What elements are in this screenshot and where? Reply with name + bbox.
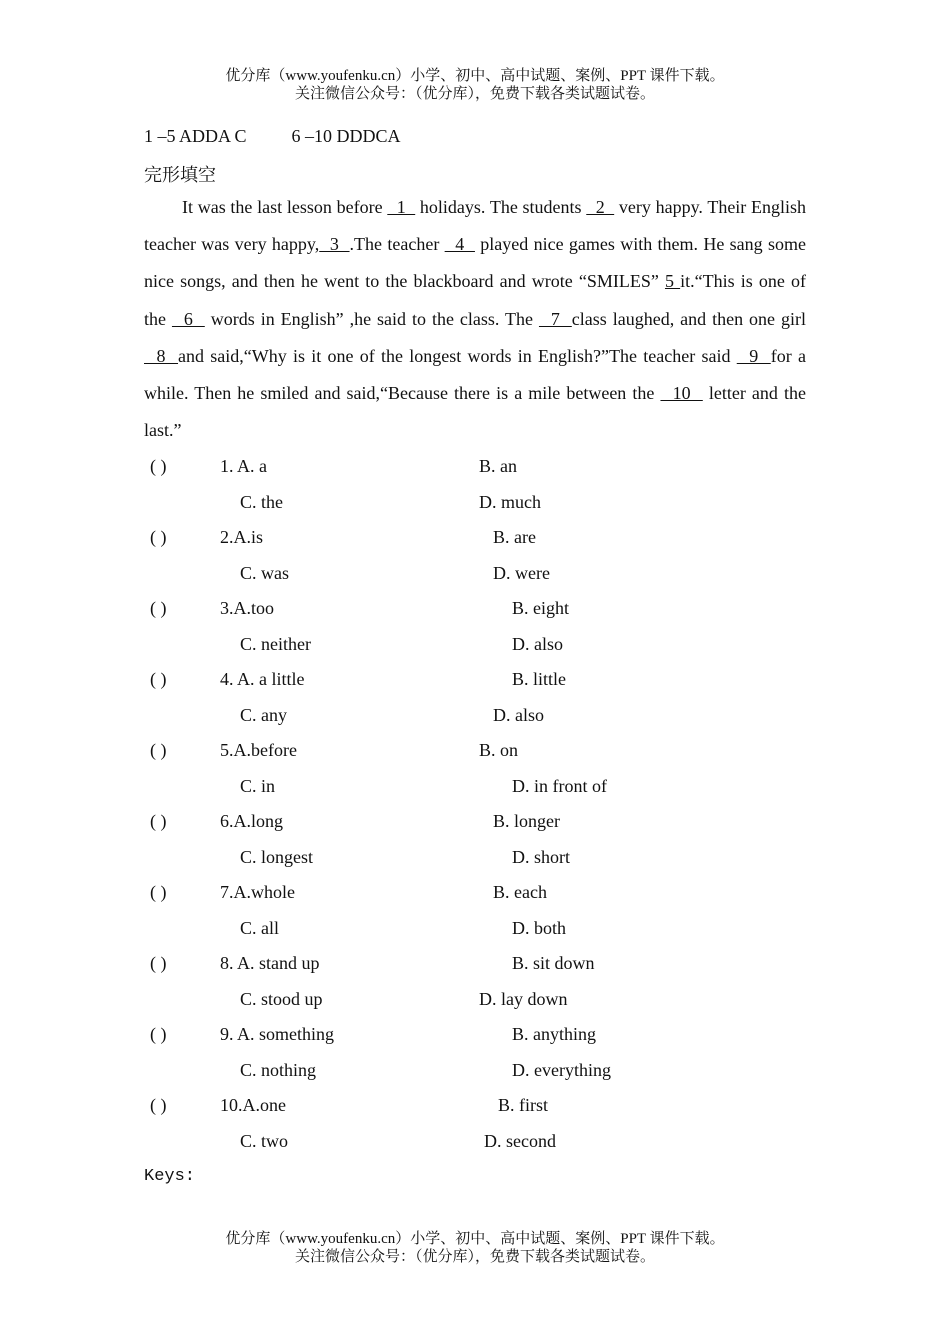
section-title: 完形填空	[144, 165, 216, 185]
option-a: 5.A.before	[220, 740, 297, 760]
answer-paren[interactable]: ( )	[150, 598, 167, 618]
option-d: D. also	[493, 705, 544, 725]
option-b: B. are	[493, 527, 536, 547]
option-b: B. first	[498, 1095, 549, 1115]
answers-6-10: 6 –10 DDDCA	[291, 126, 401, 146]
option-b: B. each	[493, 882, 547, 902]
passage-text: for a while. Then he smiled and said,“Because there is a mile between the	[144, 345, 807, 404]
answer-paren[interactable]: ( )	[150, 1024, 167, 1044]
option-a: 2.A.is	[220, 527, 264, 547]
passage-text: class laughed, and then one girl	[571, 308, 806, 329]
answer-paren[interactable]: ( )	[150, 953, 167, 973]
option-d: D. lay down	[479, 989, 568, 1009]
blank-3: 3	[319, 234, 350, 255]
option-c: C. stood up	[240, 989, 323, 1009]
keys-label: Keys:	[144, 1167, 196, 1186]
option-d: D. were	[493, 563, 550, 583]
blank-1: 1	[387, 197, 416, 217]
answer-line	[144, 126, 401, 147]
option-a: 1. A. a	[220, 456, 267, 476]
option-d: D. in front of	[512, 776, 607, 796]
answer-paren[interactable]: ( )	[150, 456, 167, 476]
blank-10: 10	[660, 383, 703, 404]
header-line-1: 优分库（www.youfenku.cn）小学、初中、高中试题、案例、PPT 课件下载。	[225, 68, 725, 84]
passage-text: and said,“Why is it one of the longest words in English?”The teacher said	[178, 345, 737, 366]
option-c: C. two	[240, 1131, 289, 1151]
blank-4: 4	[444, 234, 475, 255]
blank-9: 9	[736, 345, 771, 366]
option-a: 9. A. something	[220, 1024, 335, 1044]
option-a: 4. A. a little	[220, 669, 305, 689]
option-b: B. an	[479, 456, 517, 476]
option-a: 6.A.long	[220, 811, 283, 831]
answers-1-5: 1 –5 ADDA C	[144, 126, 247, 146]
footer-line-1: 优分库（www.youfenku.cn）小学、初中、高中试题、案例、PPT 课件下载。	[225, 1231, 725, 1247]
option-d: D. short	[512, 847, 570, 867]
option-d: D. also	[512, 634, 563, 654]
option-a: 10.A.one	[220, 1095, 286, 1115]
passage-text: It was the last lesson before	[182, 197, 388, 217]
footer-line-2: 关注微信公众号：（优分库），免费下载各类试题试卷。	[294, 1249, 655, 1265]
option-b: B. little	[512, 669, 566, 689]
passage-text: words in English” ,he said to the class. The	[204, 308, 539, 329]
answer-paren[interactable]: ( )	[150, 669, 167, 689]
passage-text: holidays. The students	[415, 197, 587, 217]
option-b: B. sit down	[512, 953, 595, 973]
option-d: D. everything	[512, 1060, 611, 1080]
answer-paren[interactable]: ( )	[150, 811, 167, 831]
option-d: D. both	[512, 918, 566, 938]
passage-text: .The teacher	[349, 234, 445, 255]
cloze-passage	[144, 189, 806, 449]
answer-paren[interactable]: ( )	[150, 740, 167, 760]
page-header	[0, 67, 950, 103]
blank-7: 7	[538, 308, 572, 329]
passage-text: it.“This is one of the	[144, 271, 806, 329]
option-a: 7.A.whole	[220, 882, 295, 902]
answer-paren[interactable]: ( )	[150, 1095, 167, 1115]
blank-8: 8	[144, 345, 179, 366]
blank-6: 6	[171, 308, 205, 329]
page-footer	[0, 1230, 950, 1266]
answer-paren[interactable]: ( )	[150, 882, 167, 902]
option-b: B. on	[479, 740, 519, 760]
option-c: C. the	[240, 492, 283, 512]
passage-text: letter and the last.”	[144, 383, 806, 441]
option-c: C. was	[240, 563, 289, 583]
option-a: 3.A.too	[220, 598, 274, 618]
option-b: B. longer	[493, 811, 560, 831]
header-line-2: 关注微信公众号：（优分库），免费下载各类试题试卷。	[294, 86, 655, 102]
option-b: B. eight	[512, 598, 569, 618]
option-c: C. neither	[240, 634, 311, 654]
option-c: C. any	[240, 705, 287, 725]
option-d: D. second	[484, 1131, 556, 1151]
option-c: C. all	[240, 918, 279, 938]
answer-paren[interactable]: ( )	[150, 527, 167, 547]
passage-text: very happy. Their English teacher was very happy,	[144, 197, 807, 255]
option-c: C. in	[240, 776, 276, 796]
option-b: B. anything	[512, 1024, 596, 1044]
blank-2: 2	[586, 197, 615, 217]
blank-5: 5	[664, 271, 681, 292]
passage-text: played nice games with them. He sang some nice songs, and then he went to the blackboard and wrote “SMILES”	[144, 234, 806, 292]
option-c: C. longest	[240, 847, 314, 867]
option-c: C. nothing	[240, 1060, 317, 1080]
option-a: 8. A. stand up	[220, 953, 320, 973]
option-d: D. much	[479, 492, 541, 512]
